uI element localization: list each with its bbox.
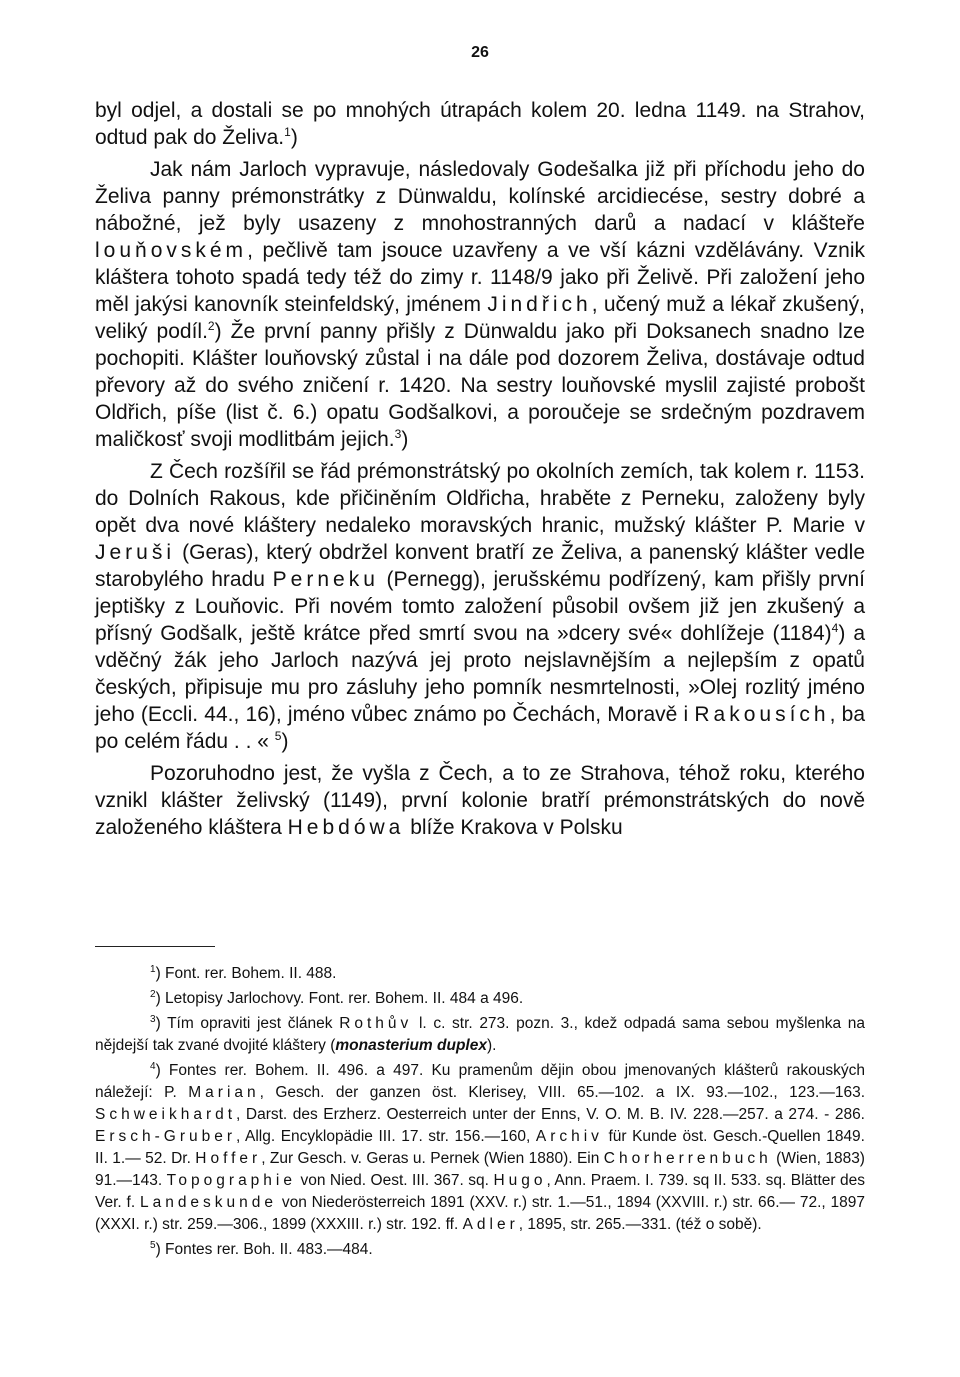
text-run: Pozoruhodno jest, že vyšla z Čech, a to ze Strahova, téhož roku, kterého vznikl klášter želivský (1149), první kolonie bratří prémonstrátských do nově založeného kláštera xyxy=(95,762,865,839)
spaced-name: Ersch-Gruber xyxy=(95,1128,237,1145)
footnote-2 xyxy=(95,988,865,1010)
footnote-mark: 4 xyxy=(150,1060,156,1072)
spaced-name: Topographie xyxy=(166,1172,296,1189)
footnote-text: , Allg. Encyklopädie III. 17. str. 156.—160, xyxy=(236,1128,536,1145)
text-run: ) a vděčný žák jeho Jarloch nazývá jej proto nejslavnějším a nejlepším z opatů českých, připisuje mu pro zásluhy jeho pomník nesmrtelnosti, »Olej rozlitý jméno jeho (Eccli. 44., 16), jméno vůbec známo po Čechách, Moravě i xyxy=(95,622,866,726)
paragraph-3 xyxy=(95,458,865,755)
footnote-mark: 5 xyxy=(150,1239,156,1251)
footnote-mark: 2 xyxy=(150,988,156,1000)
text-run: ) xyxy=(401,428,409,451)
footnote-text: ) Fontes rer. Boh. II. 483.—484. xyxy=(155,1241,373,1258)
paragraph-2 xyxy=(95,156,865,453)
footnote-divider xyxy=(95,946,215,947)
footnote-text: für Kunde öst. Gesch.-Quellen 1849. II. 1.— 52. Dr. xyxy=(95,1128,865,1167)
footnote-text: ) Letopisy Jarlochovy. Font. rer. Bohem. II. 484 a 496. xyxy=(155,990,524,1007)
text-run: , ba po celém řádu . . « xyxy=(95,703,865,753)
text-run: byl odjel, a dostali se po mnohých útrapách kolem 20. ledna 1149. na Strahov, odtud pak do Želiva. xyxy=(95,99,865,149)
footnote-text: , Ann. Praem. I. 739. sq II. 533. sq. Blätter des Ver. f. xyxy=(95,1172,865,1211)
footnote-mark: 1 xyxy=(150,963,156,975)
footnote-text: von Niederösterreich 1891 (XXV. r.) str. 1.—51., 1894 (XXVIII. r.) str. 66.— 72., 1897 (XXXI. r.) str. 259.—306., 1899 (XXXIII. r.) str. 192. ff. xyxy=(95,1194,865,1233)
text-run: , učený muž a lékař zkušený, veliký podíl. xyxy=(95,293,865,343)
footnote-text: ) Tím opraviti jest článek xyxy=(155,1015,340,1032)
spaced-name: Hebdówa xyxy=(287,816,405,839)
footnote-5 xyxy=(95,1239,865,1261)
footnote-text: ) Fontes rer. Bohem. II. 496. a 497. Ku pramenům dějin obou jmenovaných klášterů rakouských náležejí: P. xyxy=(95,1062,865,1101)
text-run: ) xyxy=(281,730,289,753)
text-run: , pečlivě tam jsouce uzavřeny a ve vší kázni vzdělávány. Vznik kláštera tohoto spadá tedy též do zimy r. 1148/9 jako při Želivě. Při založení jeho měl jakýsi kanovník steinfeldský, jménem xyxy=(95,239,865,316)
spaced-name: Rakousích xyxy=(694,703,830,726)
footnote-mark: 3 xyxy=(150,1013,156,1025)
footnote-text: , Gesch. der ganzen öst. Klerisey, VIII. 65.—102. a IX. 93.—102., 123.—163. xyxy=(259,1084,865,1101)
page-number: 26 xyxy=(471,44,489,61)
spaced-name: Perneku xyxy=(272,568,379,591)
footnote-ref: 1 xyxy=(284,125,291,139)
footnotes xyxy=(95,963,865,1261)
spaced-name: Adler xyxy=(462,1216,519,1233)
spaced-name: Landeskunde xyxy=(139,1194,278,1211)
text-run: blíže Krakova v Polsku xyxy=(404,816,623,839)
spaced-name: Rothův xyxy=(339,1015,413,1032)
footnote-text: l. c. str. 273. pozn. 3., kdež odpadá sama sebou myšlenka na nějdejší tak zvané dvojité kláštery ( xyxy=(95,1015,865,1054)
main-text xyxy=(95,97,865,841)
spaced-name: Jeruši xyxy=(95,541,176,564)
footnote-3 xyxy=(95,1013,865,1057)
text-run: ) xyxy=(290,126,298,149)
footnote-ref: 2 xyxy=(207,319,215,333)
paragraph-4 xyxy=(95,760,865,841)
footnote-text: , Darst. des Erzherz. Oesterreich unter der Enns, V. O. M. B. IV. 228.—257. a 274. - 286. xyxy=(236,1106,865,1123)
footnote-text: von Nied. Oest. III. 367. sq. xyxy=(296,1172,494,1189)
spaced-name: Jindřich xyxy=(487,293,592,316)
footnote-text: ) Font. rer. Bohem. II. 488. xyxy=(155,965,337,982)
footnote-text: , Zur Gesch. v. Geras u. Pernek (Wien 1880). Ein xyxy=(261,1150,604,1167)
footnote-text: (Wien, 1883) 91.—143. xyxy=(95,1150,865,1189)
spaced-name: Marian xyxy=(188,1084,260,1101)
spaced-name: Hoffer xyxy=(195,1150,262,1167)
italic-term: monasterium duplex xyxy=(335,1037,487,1054)
text-run: Jak nám Jarloch vypravuje, následovaly Godešalka již při příchodu jeho do Želiva panny prémonstrátky z Dünwaldu, kolínské arcidiecése, sestry dobré a nábožné, jež byly usazeny z mnohostranných darů a nadací v klášteře xyxy=(95,158,865,235)
text-run: ) Že první panny přišly z Dünwaldu jako při Doksanech snadno lze pochopiti. Klášter louňovský zůstal i na dále pod dozorem Želiva, dostávaje odtud převory až do svého zničení r. 1420. Na sestry louňovské myslil zajisté probošt Oldřich, píše (list č. 6.) opatu Godšalkovi, a poroučeje se srdečným pozdravem maličkosť svoji modlitbám jejich. xyxy=(95,320,865,451)
footnote-4 xyxy=(95,1060,865,1236)
spaced-name: Chorherrenbuch xyxy=(603,1150,772,1167)
footnote-text: , 1895, str. 265.—331. (též o sobě). xyxy=(518,1216,762,1233)
spaced-name: Archiv xyxy=(535,1128,603,1145)
paragraph-1 xyxy=(95,97,865,151)
footnote-1 xyxy=(95,963,865,985)
footnote-ref: 3 xyxy=(394,427,402,441)
footnote-ref: 5 xyxy=(274,729,282,743)
text-run: Z Čech rozšířil se řád prémonstrátský po okolních zemích, tak kolem r. 1153. do Dolních Rakous, kde přičiněním Oldřicha, hraběte z Perneku, založeny byly opět dva nové kláštery nedaleko moravských hranic, mužský klášter P. Marie v xyxy=(95,460,865,537)
text-run: (Pernegg), jerušskému podřízený, kam přišly první jeptišky z Louňovic. Při novém tomto založení působil ovšem již jen zkušený a přísný Godšalk, ještě krátce před smrtí svou na »dcery své« dohlížeje (1184) xyxy=(95,568,865,645)
footnote-ref: 4 xyxy=(831,621,839,635)
footnote-text: ). xyxy=(486,1037,497,1054)
spaced-name: Schweikhardt xyxy=(95,1106,237,1123)
spaced-name: Hugo xyxy=(493,1172,547,1189)
text-run: (Geras), který obdržel konvent bratří ze Želiva, a panenský klášter vedle starobylého hradu xyxy=(95,541,865,591)
spaced-name: louňovském xyxy=(95,239,248,262)
